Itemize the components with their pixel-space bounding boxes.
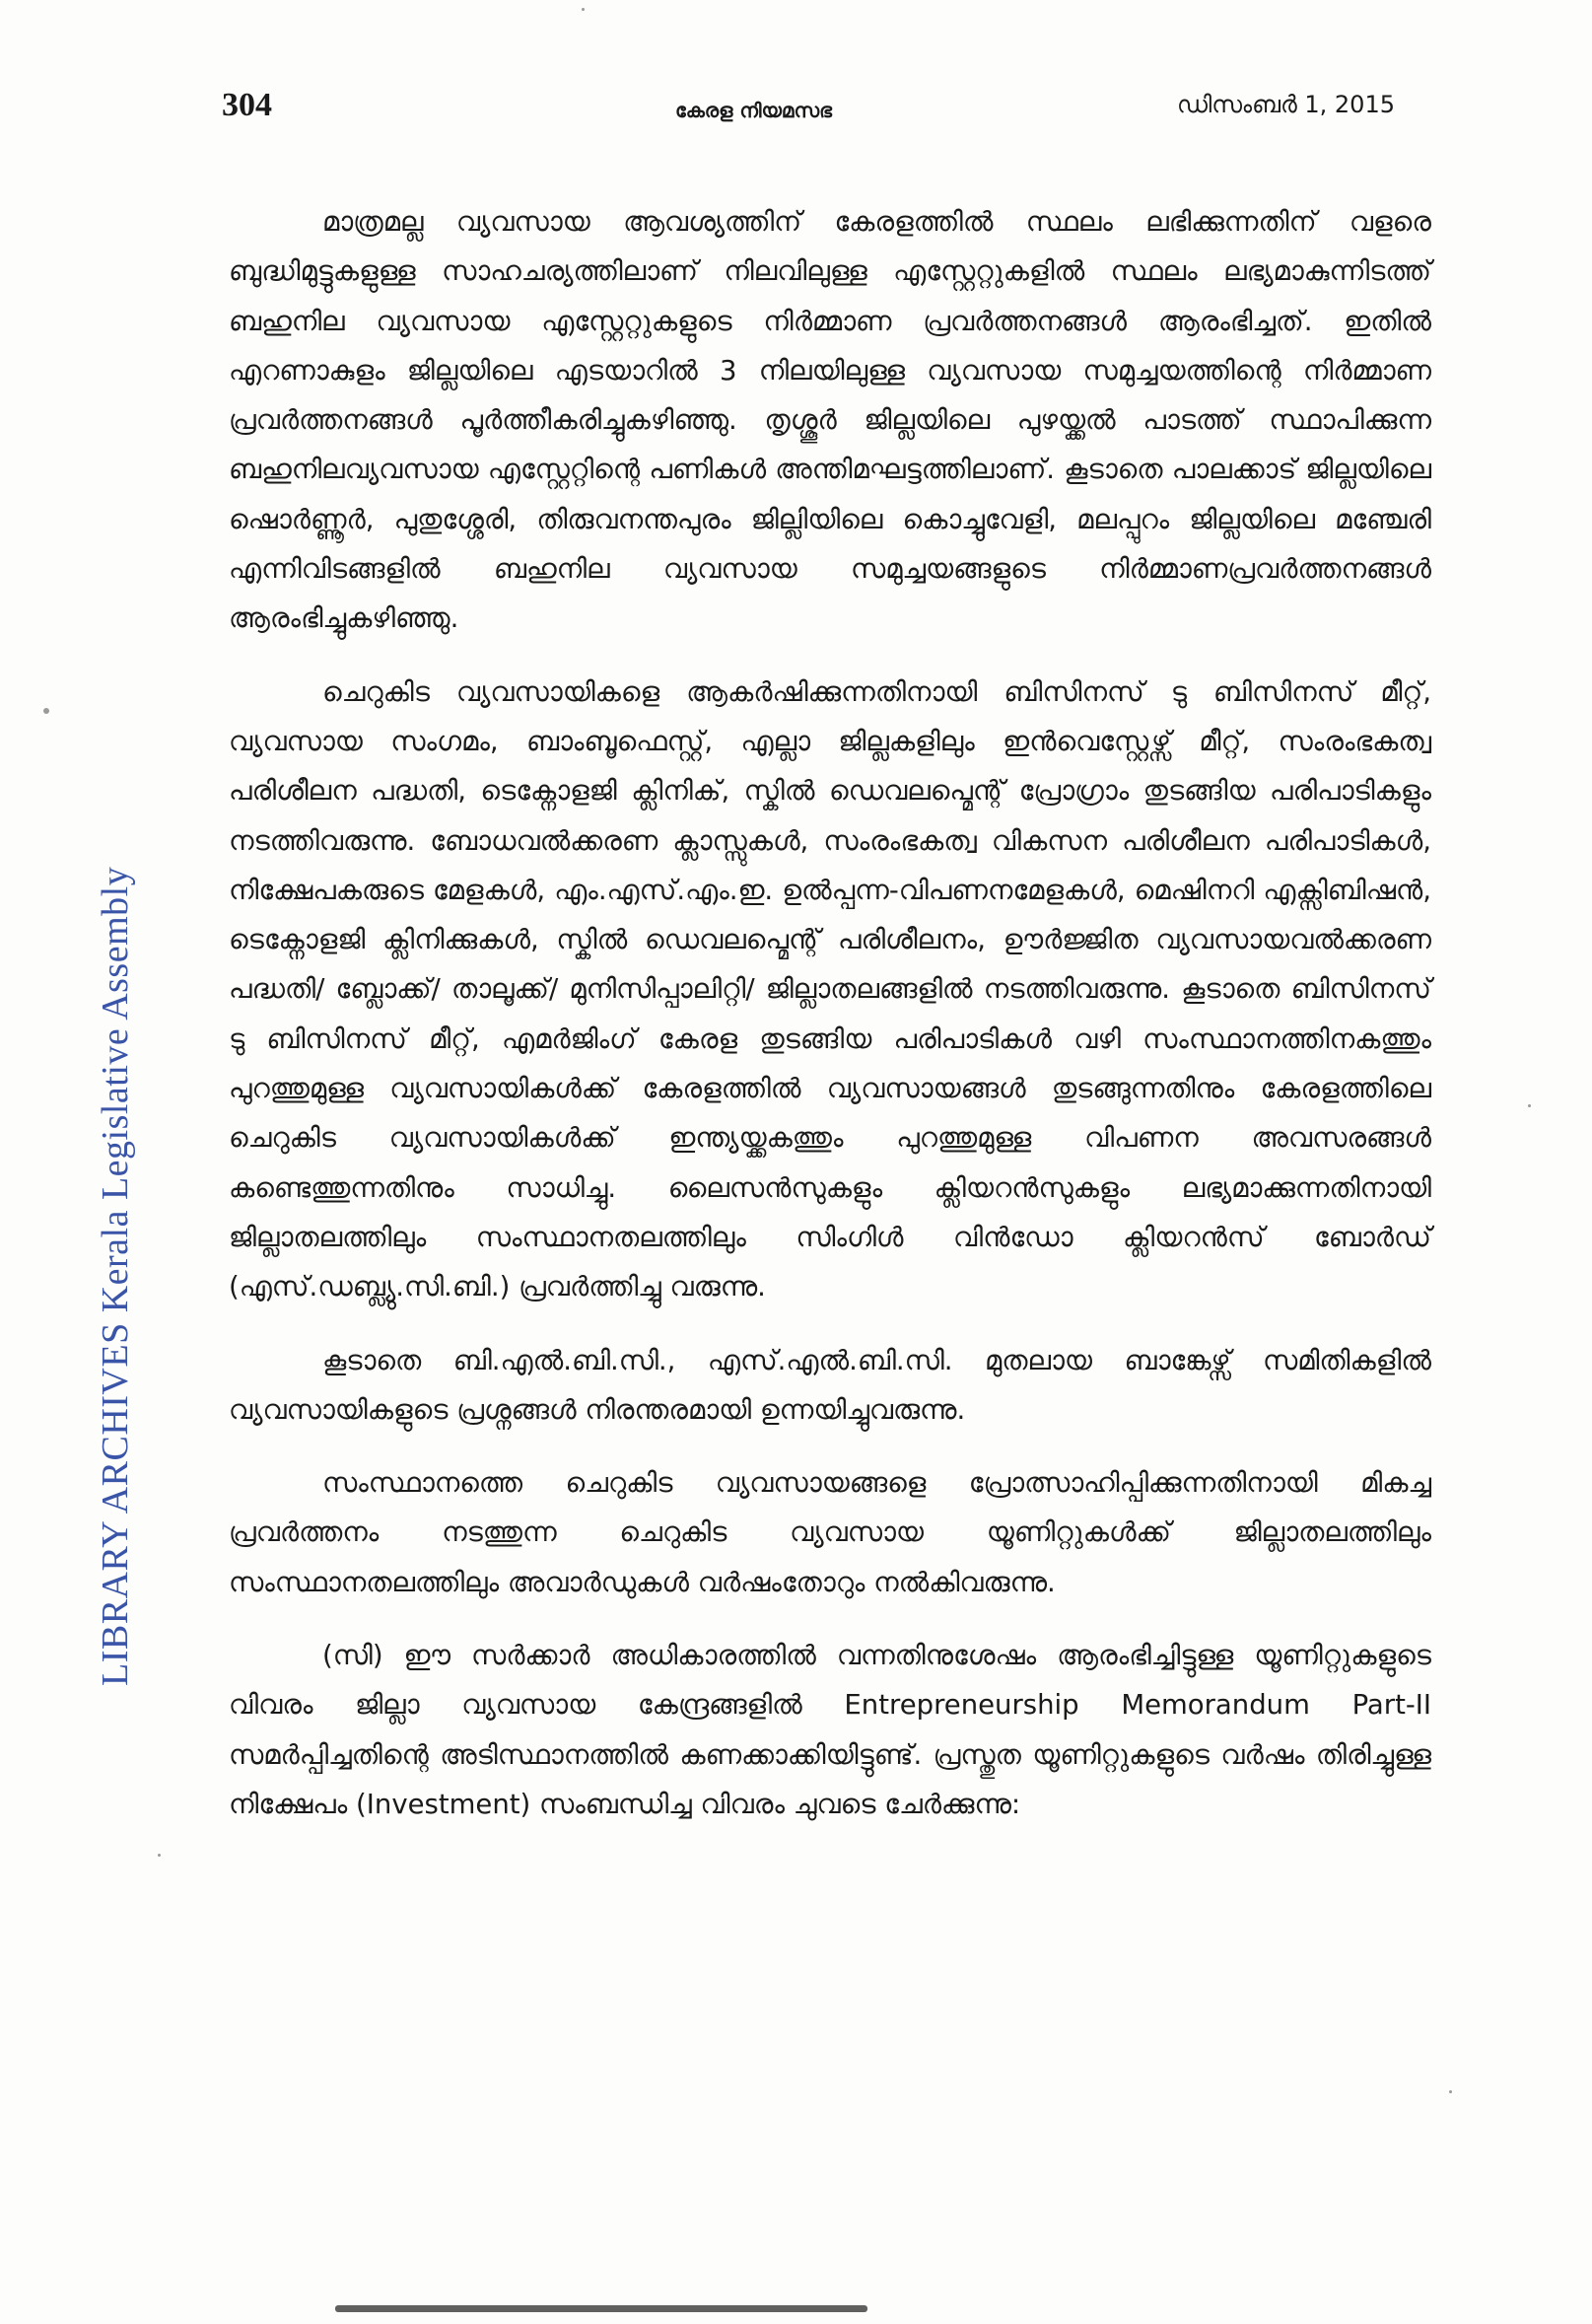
scan-speck bbox=[158, 1854, 161, 1857]
scan-speck bbox=[582, 8, 585, 11]
page-header bbox=[222, 87, 1395, 136]
paragraph-awards: സംസ്ഥാനത്തെ ചെറുകിട വ്യവസായങ്ങളെ പ്രോത്സാഹിപ്പിക്കുന്നതിനായി മികച്ച പ്രവർത്തനം നടത്തുന്ന ചെറുകിട വ്യവസായ യൂണിറ്റുകൾക്ക് ജില്ലാതലത്തിലും സംസ്ഥാനതലത്തിലും അവാർഡുകൾ വർഷംതോറും നൽകിവരുന്നു. bbox=[229, 1467, 1431, 1598]
paragraph-entrepreneur-programs: ചെറുകിട വ്യവസായികളെ ആകർഷിക്കുന്നതിനായി ബിസിനസ് ടു ബിസിനസ് മീറ്റ്, വ്യവസായ സംഗമം, ബാംബൂഫെസ്റ്റ്, എല്ലാ ജില്ലകളിലും ഇൻവെസ്റ്റേഴ്സ് മീറ്റ്, സംരംഭകത്വ പരിശീലന പദ്ധതി, ടെക്നോളജി ക്ലിനിക്, സ്കിൽ ഡെവലപ്മെന്റ് പ്രോഗ്രാം തുടങ്ങിയ പരിപാടികളും നടത്തിവരുന്നു. ബോധവൽക്കരണ ക്ലാസ്സുകൾ, സംരംഭകത്വ വികസന പരിശീലന പരിപാടികൾ, നിക്ഷേപകരുടെ മേളകൾ, എം.എസ്.എം.ഇ. ഉൽപ്പന്ന-വിപണനമേളകൾ, മെഷിനറി എക്സിബിഷൻ, ടെക്നോളജി ക്ലിനിക്കുകൾ, സ്കിൽ ഡെവലപ്മെന്റ് പരിശീലനം, ഊർജ്ജിത വ്യവസായവൽക്കരണ പദ്ധതി/ ബ്ലോക്ക്/ താലൂക്ക്/ മുനിസിപ്പാലിറ്റി/ ജില്ലാതലങ്ങളിൽ നടത്തിവരുന്നു. കൂടാതെ ബിസിനസ് ടു ബിസിനസ് മീറ്റ്, എമർജിംഗ് കേരള തുടങ്ങിയ പരിപാടികൾ വഴി സംസ്ഥാനത്തിനകത്തും പുറത്തുമുള്ള വ്യവസായികൾക്ക് കേരളത്തിൽ വ്യവസായങ്ങൾ തുടങ്ങുന്നതിനും കേരളത്തിലെ ചെറുകിട വ്യവസായികൾക്ക് ഇന്ത്യയ്ക്കകത്തും പുറത്തുമുള്ള വിപണന അവസരങ്ങൾ കണ്ടെത്തുന്നതിനും സാധിച്ചു. ലൈസൻസുകളും ക്ലിയറൻസുകളും ലഭ്യമാക്കുന്നതിനായി ജില്ലാതലത്തിലും സംസ്ഥാനതലത്തിലും സിംഗിൾ വിൻഡോ ക്ലിയറൻസ് ബോർഡ് (എസ്.ഡബ്ല്യു.സി.ബി.) പ്രവർത്തിച്ചു വരുന്നു. bbox=[229, 675, 1431, 1303]
paragraph-c-investment: (സി) ഈ സർക്കാർ അധികാരത്തിൽ വന്നതിനുശേഷം ആരംഭിച്ചിട്ടുള്ള യൂണിറ്റുകളുടെ വിവരം ജില്ലാ വ്യവസായ കേന്ദ്രങ്ങളിൽ Entrepreneurship Memorandum Part-II സമർപ്പിച്ചതിന്റെ അടിസ്ഥാനത്തിൽ കണക്കാക്കിയിട്ടുണ്ട്. പ്രസ്തുത യൂണിറ്റുകളുടെ വർഷം തിരിച്ചുള്ള നിക്ഷേപം (Investment) സംബന്ധിച്ച വിവരം ചുവടെ ചേർക്കുന്നു: bbox=[229, 1640, 1431, 1820]
document-body bbox=[229, 197, 1431, 1853]
scan-speck bbox=[1528, 1104, 1531, 1107]
paragraph-industrial-estates: മാത്രമല്ല വ്യവസായ ആവശ്യത്തിന് കേരളത്തിൽ സ്ഥലം ലഭിക്കുന്നതിന് വളരെ ബുദ്ധിമുട്ടുകളുള്ള സാഹചര്യത്തിലാണ് നിലവിലുള്ള എസ്റ്റേറ്റുകളിൽ സ്ഥലം ലഭ്യമാകുന്നിടത്ത് ബഹുനില വ്യവസായ എസ്റ്റേറ്റുകളുടെ നിർമ്മാണ പ്രവർത്തനങ്ങൾ ആരംഭിച്ചത്. ഇതിൽ എറണാകുളം ജില്ലയിലെ എടയാറിൽ 3 നിലയിലുള്ള വ്യവസായ സമുച്ചയത്തിന്റെ നിർമ്മാണ പ്രവർത്തനങ്ങൾ പൂർത്തീകരിച്ചുകഴിഞ്ഞു. തൃശ്ശൂർ ജില്ലയിലെ പുഴയ്ക്കൽ പാടത്ത് സ്ഥാപിക്കുന്ന ബഹുനിലവ്യവസായ എസ്റ്റേറ്റിന്റെ പണികൾ അന്തിമഘട്ടത്തിലാണ്. കൂടാതെ പാലക്കാട് ജില്ലയിലെ ഷൊർണ്ണൂർ, പുതുശ്ശേരി, തിരുവനന്തപുരം ജില്ലിയിലെ കൊച്ചുവേളി, മലപ്പുറം ജില്ലയിലെ മഞ്ചേരി എന്നിവിടങ്ങളിൽ ബഹുനില വ്യവസായ സമുച്ചയങ്ങളുടെ നിർമ്മാണപ്രവർത്തനങ്ങൾ ആരംഭിച്ചുകഴിഞ്ഞു. bbox=[229, 206, 1431, 635]
scan-speck bbox=[1449, 2090, 1452, 2093]
bottom-scan-rule bbox=[335, 2305, 867, 2312]
scan-speck bbox=[43, 708, 49, 714]
page-number: 304 bbox=[222, 87, 272, 123]
archive-watermark: LIBRARY ARCHIVES Kerala Legislative Assembly bbox=[95, 866, 136, 1686]
header-date: ഡിസംബർ 1, 2015 bbox=[1177, 91, 1395, 118]
paragraph-bankers-committees: കൂടാതെ ബി.എൽ.ബി.സി., എസ്.എൽ.ബി.സി. മുതലായ ബാങ്കേഴ്സ് സമിതികളിൽ വ്യവസായികളുടെ പ്രശ്നങ്ങൾ നിരന്തരമായി ഉന്നയിച്ചുവരുന്നു. bbox=[229, 1344, 1431, 1426]
running-title: കേരള നിയമസഭ bbox=[675, 99, 832, 122]
